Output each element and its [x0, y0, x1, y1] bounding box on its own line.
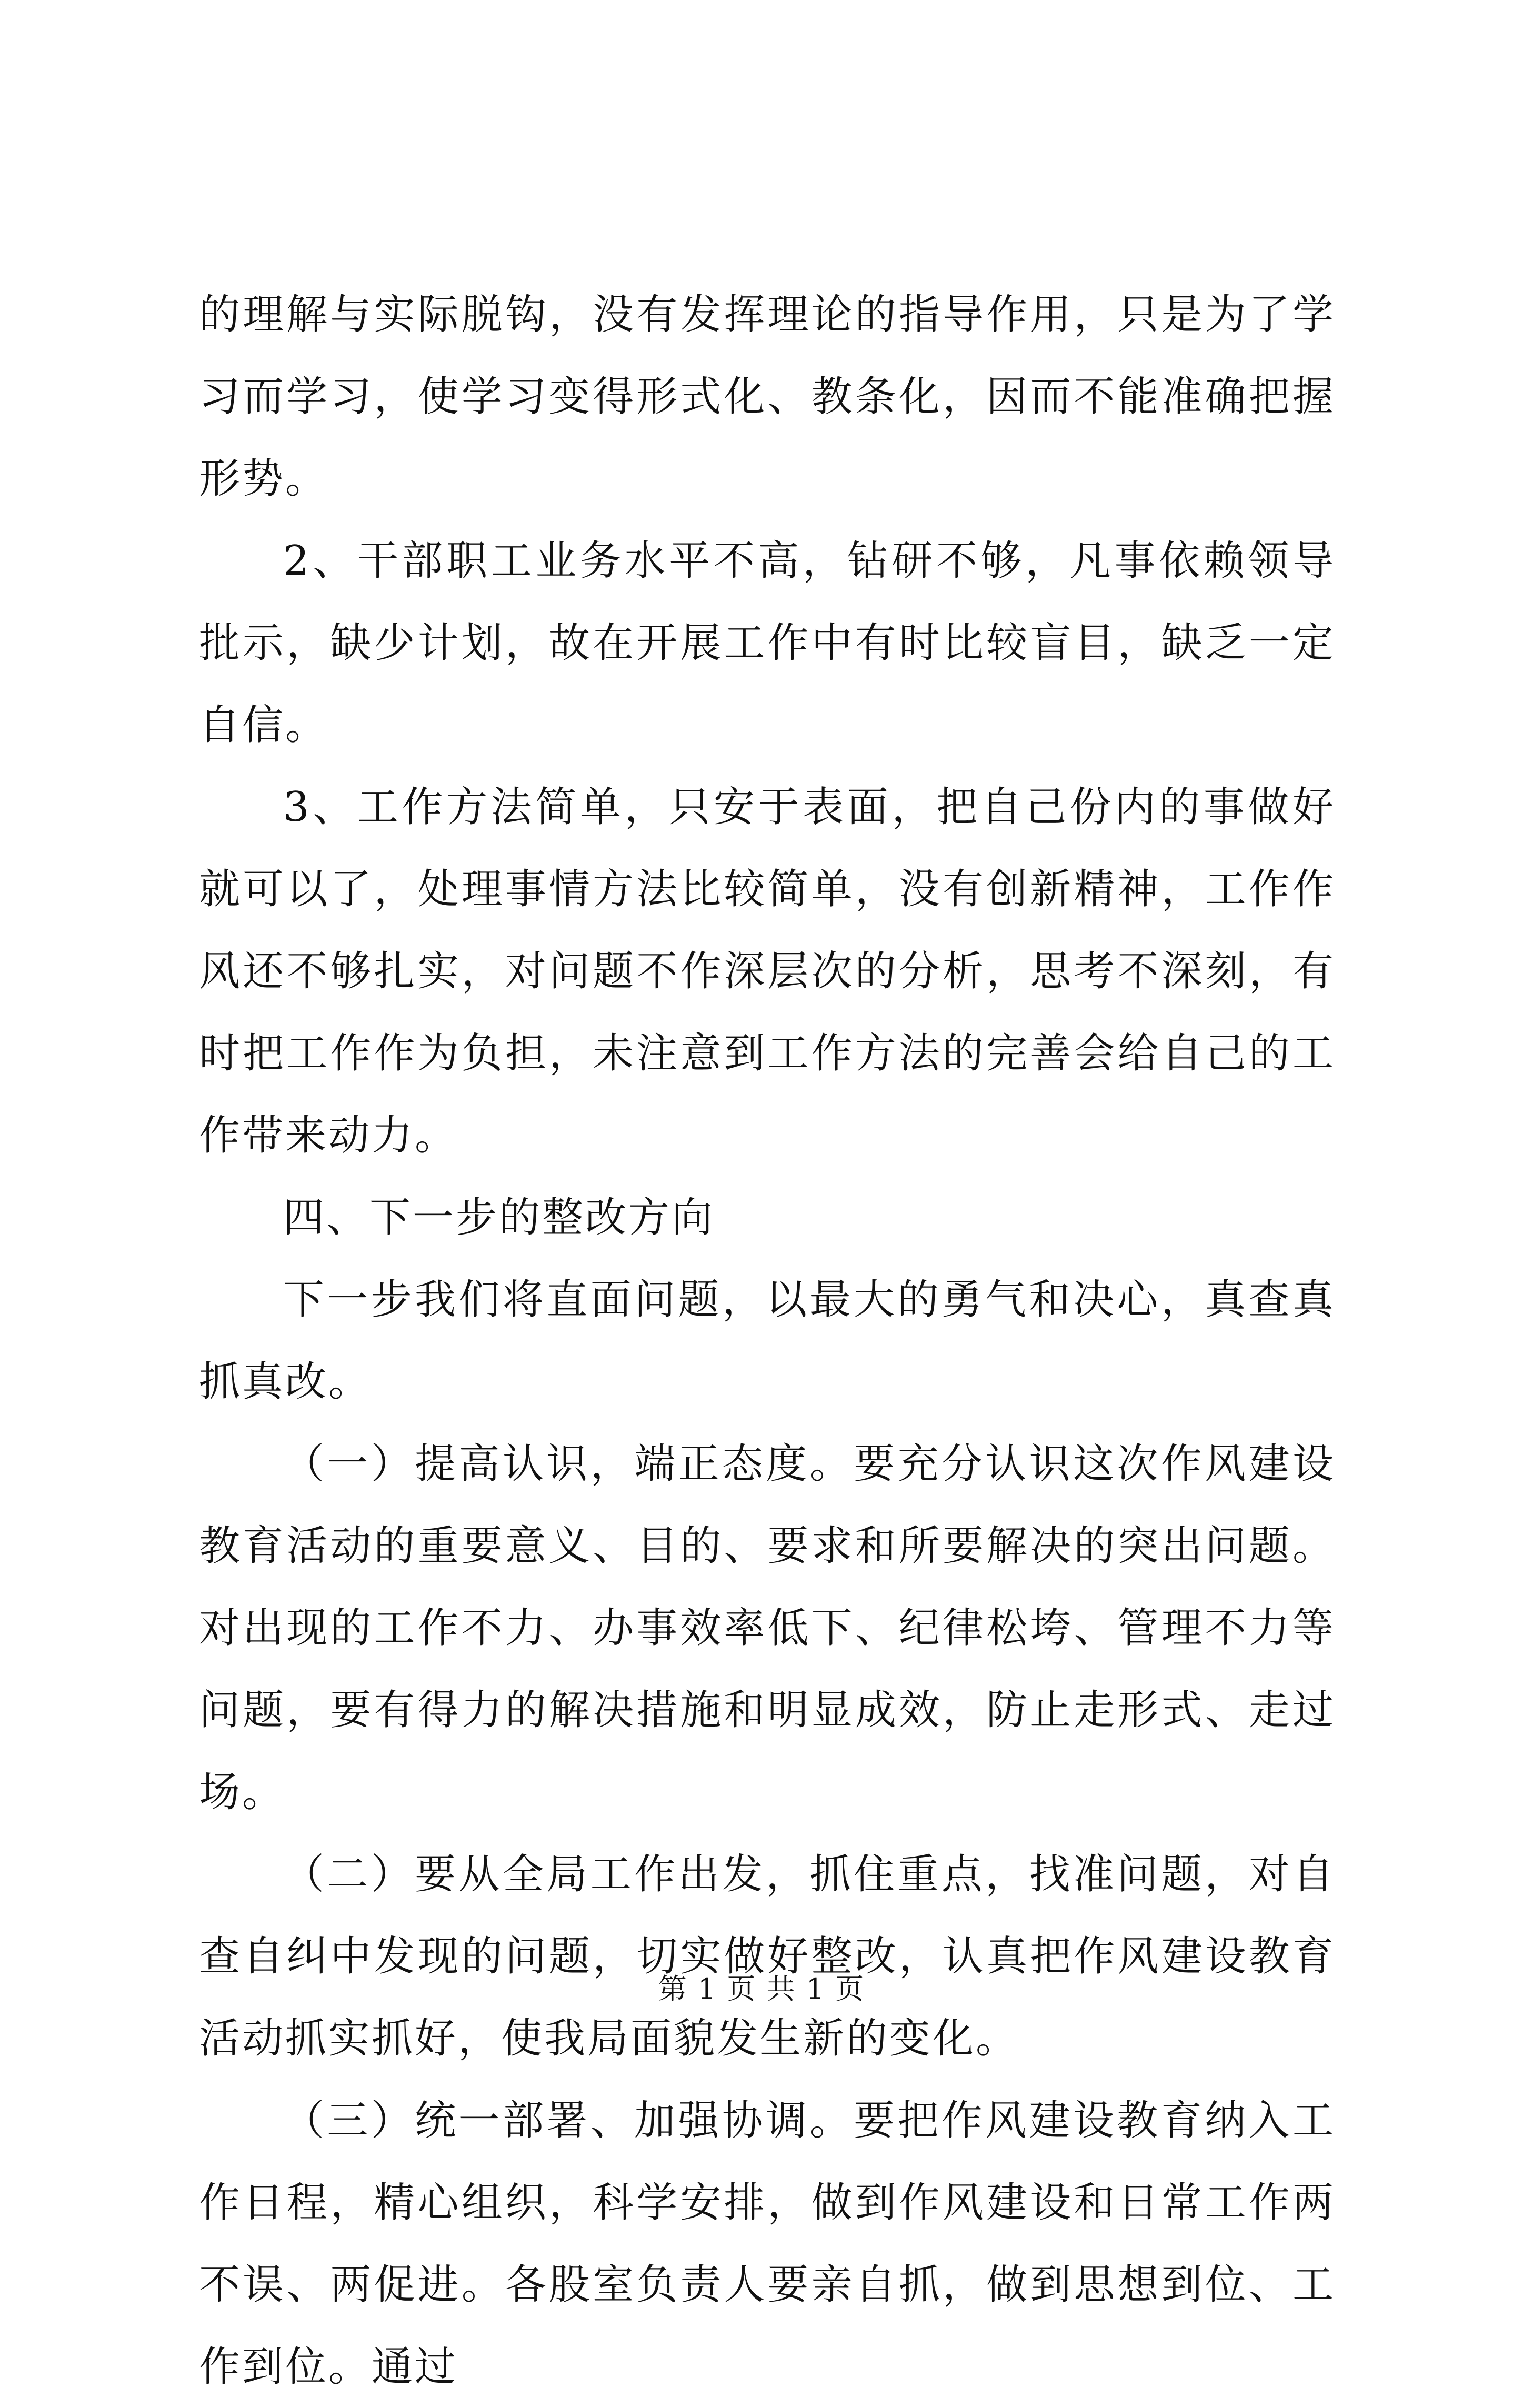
paragraph-item-3: 3、工作方法简单，只安于表面，把自己份内的事做好就可以了，处理事情方法比较简单，没有创新精神，工作作风还不够扎实，对问题不作深层次的分析，思考不深刻，有时把工作作为负担，未注意到工作方法的完善会给自己的工作带来动力。	[199, 784, 1336, 1159]
paragraph-point-1: （一）提高认识，端正态度。要充分认识这次作风建设教育活动的重要意义、目的、要求和所要解决的突出问题。对出现的工作不力、办事效率低下、纪律松垮、管理不力等问题，要有得力的解决措施和明显成效，防止走形式、走过场。	[199, 1440, 1336, 1816]
paragraph-item-2: 2、干部职工业务水平不高，钻研不够，凡事依赖领导批示，缺少计划，故在开展工作中有时比较盲目，缺乏一定自信。	[199, 537, 1336, 749]
page-footer: 第 1 页 共 1 页	[658, 1972, 865, 2005]
document-body	[199, 274, 1336, 2408]
paragraph-continuation: 的理解与实际脱钩，没有发挥理论的指导作用，只是为了学习而学习，使学习变得形式化、教条化，因而不能准确把握形势。	[199, 291, 1336, 503]
paragraph-point-2: （二）要从全局工作出发，抓住重点，找准问题，对自查自纠中发现的问题，切实做好整改，认真把作风建设教育活动抓实抓好，使我局面貌发生新的变化。	[199, 1851, 1336, 2062]
paragraph-point-3: （三）统一部署、加强协调。要把作风建设教育纳入工作日程，精心组织，科学安排，做到作风建设和日常工作两不误、两促进。各股室负责人要亲自抓，做到思想到位、工作到位。通过	[199, 2097, 1336, 2391]
paragraph-intro: 下一步我们将直面问题，以最大的勇气和决心，真查真抓真改。	[199, 1276, 1336, 1406]
section-heading-4: 四、下一步的整改方向	[283, 1194, 715, 1241]
